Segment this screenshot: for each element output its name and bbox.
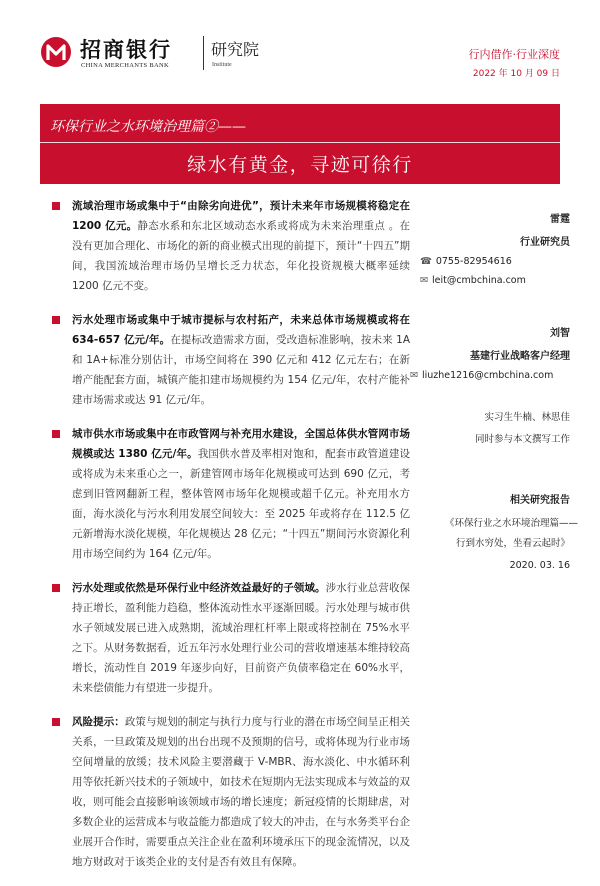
title-banner xyxy=(40,104,560,184)
analyst-role: 基建行业战略客户经理 xyxy=(470,351,570,362)
paragraph-lead: 城市供水市场或集中在市政管网与补充用水建设，全国总体供水管网市场规模或达 1380 亿元/年。 xyxy=(72,428,410,460)
analyst-email[interactable]: ✉ liuzhe1216@cmbchina.com xyxy=(410,370,554,381)
summary-paragraph xyxy=(52,310,410,410)
institute-name-en: Institute xyxy=(212,62,232,68)
author-sidebar xyxy=(410,196,578,571)
report-header xyxy=(40,30,560,82)
title-divider xyxy=(40,142,560,143)
brand-name-en: CHINA MERCHANTS BANK xyxy=(81,62,169,69)
related-report-date: 2020. 03. 16 xyxy=(509,560,570,571)
bullet-icon xyxy=(52,316,60,324)
document-date: 2022 年 10 月 09 日 xyxy=(472,69,560,79)
email-icon: ✉ xyxy=(420,275,428,286)
paragraph-lead: 污水处理市场或集中于城市提标与农村拓产，未来总体市场规模或将在 634-657 亿元/年。 xyxy=(72,314,410,346)
paragraph-body: 我国供水普及率相对饱和，配套市政管道建设或将成为未来重心之一，新建管网市场年化规模或可达到 690 亿元，考虑到旧管网翻新工程，整体管网市场年化规模或超千亿元。补充用水方面，海水淡化与污水利用发展空间较大：至 2025 年或将存在 112.5 亿元新增海水淡化规模，年化规模达 28 亿元；“十四五”期间污水资源化利用市场空间约为 164 亿元/年。 xyxy=(72,448,410,560)
header-divider xyxy=(203,36,204,70)
document-type: 行内借作·行业深度 xyxy=(468,48,560,61)
bullet-icon xyxy=(52,430,60,438)
bullet-icon xyxy=(52,584,60,592)
series-title: 环保行业之水环境治理篇②—— xyxy=(50,119,246,135)
paragraph-lead: 风险提示： xyxy=(72,716,125,728)
risk-paragraph xyxy=(52,712,410,872)
summary-paragraph xyxy=(52,196,410,296)
summary-paragraph xyxy=(52,578,410,698)
paragraph-body: 政策与规划的制定与执行力度与行业的潜在市场空间呈正相关关系，一旦政策及规划的出台出现不及预期的信号，或将体现为行业市场空间增量的放缓；技术风险主要潜藏于 V-MBR、海水淡化、中水循环利用等依托新兴技术的子领域中，如技术在短期内无法实现成本与效益的双收，则可能会直接影响该领域市场的增长速度；新冠疫情的长期肆虐，对多数企业的运营成本与收益能力都造成了较大的冲击，在与水务类平台企业展开合作时，需要重点关注企业在盈利环境承压下的现金流情况，以及地方财政对于该类企业的支付是否有效且有保障。 xyxy=(72,716,411,868)
related-reports-title: 相关研究报告 xyxy=(510,495,570,506)
analyst-name: 雷霆 xyxy=(550,214,570,225)
paragraph-lead: 流域治理市场或集中于“由除劣向进优”，预计未来年市场规模将稳定在 1200 亿元。 xyxy=(72,200,410,232)
analyst-name: 刘智 xyxy=(550,328,570,339)
analyst-email[interactable]: ✉ leit@cmbchina.com xyxy=(420,275,526,286)
phone-icon: ☎ xyxy=(420,256,432,267)
analyst-phone: ☎ 0755-82954616 xyxy=(420,256,512,267)
summary-column xyxy=(52,196,410,886)
brand-name: 招商银行 xyxy=(80,37,172,62)
institute-name: 研究院 xyxy=(211,40,260,59)
email-icon: ✉ xyxy=(410,370,418,381)
paragraph-body: 涉水行业总营收保持正增长，盈利能力趋稳，整体流动性水平逐渐回暖。污水处理与城市供水子领域发展已进入成熟期，流域治理杠杆率上限或将控制在 75%水平之下。从财务数据看，近五年污水处理行业公司的营收增速基本维持较高增长，流动性自 2019 年逐步向好，目前资产负债率稳定在 60%水平，未来偿债能力有望进一步提升。 xyxy=(72,582,411,694)
bullet-icon xyxy=(52,718,60,726)
summary-paragraph xyxy=(52,424,410,564)
analyst-role: 行业研究员 xyxy=(520,237,570,248)
paragraph-lead: 污水处理或依然是环保行业中经济效益最好的子领域。 xyxy=(72,582,326,594)
paragraph-body: 静态水系和东北区域动态水系或将成为未来治理重点 。在没有更加合理化、市场化的新的商业模式出现的前提下，预计“十四五”期间，我国流域治理市场仍呈增长乏力状态，年化投资规模大概率延续 1200 亿元不变。 xyxy=(72,220,410,292)
assistant-note: 实习生牛楠、林思佳 同时参与本文撰写工作 xyxy=(474,412,570,445)
paragraph-body: 在提标改造需求方面，受改造标准影响，按未来 1A 和 1A+标准分别估计，市场空间将在 390 亿元和 412 亿元左右；在新增产能配套方面，城镇产能扣建市场规模约为 154 亿元/年，农村产能补建市场需求或达 91 亿元/年。 xyxy=(72,334,411,406)
related-report-link[interactable]: 《环保行业之水环境治理篇—— 行到水穷处，坐看云起时》 xyxy=(444,518,578,549)
report-title: 绿水有黄金，寻迹可徐行 xyxy=(187,154,413,176)
bullet-icon xyxy=(52,202,60,210)
cmb-logo-icon xyxy=(40,36,72,68)
